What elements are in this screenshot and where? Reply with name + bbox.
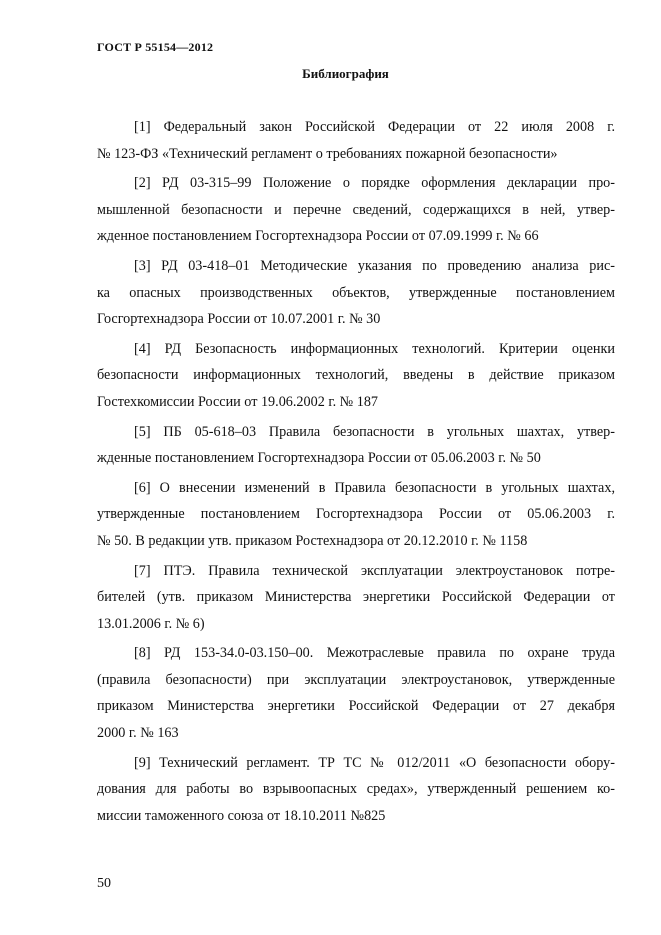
bibliography-entry-line: [5] ПБ 05-618–03 Правила безопасности в угольных шахтах, утвер-	[134, 423, 615, 440]
bibliography-entry-line: [1] Федеральный закон Российской Федерации от 22 июля 2008 г.	[134, 119, 615, 135]
bibliography-entry	[97, 253, 615, 333]
bibliography-entry	[97, 750, 615, 830]
bibliography-entry-line: бителей (утв. приказом Министерства энергетики Российской Федерации от	[97, 589, 615, 606]
bibliography-list	[97, 114, 615, 829]
bibliography-entry	[97, 336, 615, 416]
bibliography-entry-line: Гостехкомиссии России от 19.06.2002 г. № 187	[97, 393, 379, 410]
bibliography-entry-line: 2000 г. № 163	[97, 725, 179, 742]
bibliography-entry	[97, 640, 615, 746]
bibliography-entry-line: мышленной безопасности и перечне сведений, содержащихся в ней, утвер-	[97, 201, 615, 218]
bibliography-entry-line: [7] ПТЭ. Правила технической эксплуатации электроустановок потре-	[134, 562, 615, 579]
bibliography-entry-line: безопасности информационных технологий, введены в действие приказом	[97, 367, 615, 384]
bibliography-entry-line: дования для работы во взрывоопасных средах», утвержденный решением ко-	[97, 781, 615, 798]
bibliography-entry-line: [2] РД 03-315–99 Положение о порядке оформления декларации про-	[134, 175, 615, 192]
bibliography-entry-line: миссии таможенного союза от 18.10.2011 №825	[97, 807, 386, 824]
bibliography-entry	[97, 475, 615, 555]
bibliography-entry-line: [8] РД 153-34.0-03.150–00. Межотраслевые правила по охране труда	[134, 645, 615, 662]
bibliography-entry-line: Госгортехнадзора России от 10.07.2001 г. № 30	[97, 311, 381, 328]
bibliography-entry	[97, 419, 615, 472]
page-title: Библиография	[302, 66, 389, 81]
bibliography-entry-line: [6] О внесении изменений в Правила безопасности в угольных шахтах,	[134, 479, 615, 496]
bibliography-entry	[97, 114, 615, 167]
bibliography-entry-line: [4] РД Безопасность информационных технологий. Критерии оценки	[134, 340, 615, 357]
bibliography-entry-line: № 123-ФЗ «Технический регламент о требованиях пожарной безопасности»	[97, 145, 558, 162]
bibliography-entry-line: ка опасных производственных объектов, утвержденные постановлением	[97, 284, 615, 301]
bibliography-entry	[97, 170, 615, 250]
document-standard-code: ГОСТ Р 55154—2012	[97, 40, 214, 54]
bibliography-entry-line: [3] РД 03-418–01 Методические указания по проведению анализа рис-	[134, 257, 615, 274]
bibliography-entry-line: (правила безопасности) при эксплуатации электроустановок, утвержденные	[97, 671, 615, 688]
bibliography-entry-line: приказом Министерства энергетики Российской Федерации от 27 декабря	[97, 698, 615, 715]
bibliography-entry-line: [9] Технический регламент. ТР ТС № 012/2011 «О безопасности обору-	[134, 754, 615, 771]
bibliography-entry-line: № 50. В редакции утв. приказом Ростехнадзора от 20.12.2010 г. № 1158	[97, 532, 528, 549]
page-number: 50	[97, 876, 111, 891]
bibliography-entry-line: 13.01.2006 г. № 6)	[97, 615, 205, 632]
bibliography-entry-line: утвержденные постановлением Госгортехнадзора России от 05.06.2003 г.	[97, 506, 615, 523]
bibliography-entry-line: жденное постановлением Госгортехнадзора России от 07.09.1999 г. № 66	[97, 228, 539, 245]
bibliography-entry-line: жденные постановлением Госгортехнадзора России от 05.06.2003 г. № 50	[97, 450, 541, 467]
bibliography-entry	[97, 558, 615, 638]
